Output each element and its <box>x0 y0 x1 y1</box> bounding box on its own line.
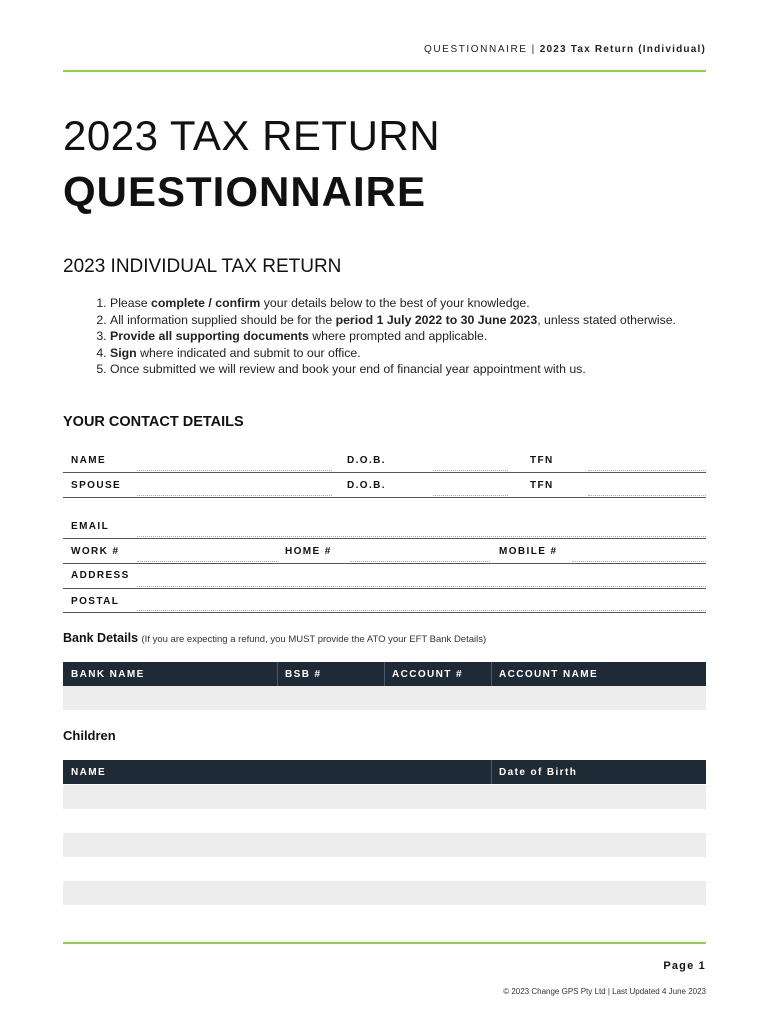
name-label: NAME <box>71 455 107 466</box>
bank-table-header <box>63 662 706 686</box>
bank-col-account-number: ACCOUNT # <box>392 669 463 680</box>
instruction-item <box>110 345 706 362</box>
row-divider <box>63 538 706 539</box>
bank-details-note: (If you are expecting a refund, you MUST provide the ATO your EFT Bank Details) <box>141 634 487 645</box>
spouse-tfn-field[interactable] <box>588 495 706 496</box>
instruction-text: All information supplied should be for the <box>110 312 336 327</box>
spouse-dob-label: D.O.B. <box>347 480 386 491</box>
bank-col-bank-name: BANK NAME <box>71 669 145 680</box>
column-divider <box>491 662 492 686</box>
header-divider <box>63 70 706 72</box>
bank-col-account-name: ACCOUNT NAME <box>499 669 599 680</box>
instruction-emphasis: complete / confirm <box>151 296 261 310</box>
row-divider <box>63 497 706 498</box>
instruction-item <box>110 328 706 345</box>
work-phone-label: WORK # <box>71 546 120 557</box>
page-title-line1: 2023 TAX RETURN <box>63 112 441 159</box>
instruction-emphasis: Sign <box>110 345 137 360</box>
mobile-phone-field[interactable] <box>572 561 706 562</box>
children-table-row[interactable] <box>63 857 706 881</box>
footer-divider <box>63 942 706 944</box>
home-phone-label: HOME # <box>285 546 332 557</box>
spouse-tfn-label: TFN <box>530 480 554 491</box>
instruction-item <box>110 361 706 378</box>
bank-details-heading <box>63 631 486 645</box>
instruction-emphasis: period 1 July 2022 to 30 June 2023 <box>335 312 538 327</box>
column-divider <box>384 662 385 686</box>
bank-col-bsb: BSB # <box>285 669 322 680</box>
children-col-dob: Date of Birth <box>499 767 578 778</box>
children-table-row[interactable] <box>63 833 706 857</box>
children-table-header <box>63 760 706 784</box>
address-field[interactable] <box>137 586 706 587</box>
section-subtitle: 2023 INDIVIDUAL TAX RETURN <box>63 256 342 277</box>
tfn-field[interactable] <box>588 470 706 471</box>
address-label: ADDRESS <box>71 570 130 581</box>
name-field[interactable] <box>137 470 332 471</box>
instruction-text: where prompted and applicable. <box>308 329 488 343</box>
running-header <box>424 44 706 55</box>
children-table-row[interactable] <box>63 881 706 905</box>
home-phone-field[interactable] <box>350 561 490 562</box>
work-phone-field[interactable] <box>137 561 277 562</box>
instruction-text: Please <box>110 296 152 310</box>
instruction-emphasis: Provide all supporting documents <box>110 329 309 343</box>
column-divider <box>491 760 492 784</box>
mobile-phone-label: MOBILE # <box>499 546 558 557</box>
header-doc-title: 2023 Tax Return (Individual) <box>539 44 706 55</box>
email-label: EMAIL <box>71 521 110 532</box>
tfn-label: TFN <box>530 455 554 466</box>
postal-field[interactable] <box>137 610 706 611</box>
spouse-label: SPOUSE <box>71 480 122 491</box>
instruction-item <box>110 295 706 312</box>
row-divider <box>63 472 706 473</box>
children-heading: Children <box>63 728 116 743</box>
row-divider <box>63 588 706 589</box>
children-table-row[interactable] <box>63 785 706 809</box>
bank-table-row[interactable] <box>63 686 706 710</box>
postal-label: POSTAL <box>71 596 120 607</box>
instructions-list <box>63 295 706 378</box>
footer-copyright: © 2023 Change GPS Pty Ltd | Last Updated 4 June 2023 <box>503 987 706 996</box>
instruction-text: your details below to the best of your knowledge. <box>260 296 530 310</box>
instruction-text: where indicated and submit to our office. <box>136 345 361 360</box>
spouse-dob-field[interactable] <box>433 495 508 496</box>
instruction-text: Once submitted we will review and book your end of financial year appointment with us. <box>110 362 586 376</box>
spouse-field[interactable] <box>137 495 332 496</box>
contact-details-heading: YOUR CONTACT DETAILS <box>63 414 244 430</box>
children-col-name: NAME <box>71 767 107 778</box>
dob-label: D.O.B. <box>347 455 386 466</box>
dob-field[interactable] <box>433 470 508 471</box>
instruction-text: , unless stated otherwise. <box>537 312 676 327</box>
bank-details-title: Bank Details <box>63 631 139 645</box>
row-divider <box>63 612 706 613</box>
children-table-row[interactable] <box>63 809 706 833</box>
row-divider <box>63 563 706 564</box>
page-number: Page 1 <box>663 960 706 972</box>
page-title-line2: QUESTIONNAIRE <box>63 168 427 215</box>
header-separator: | <box>531 44 536 55</box>
instruction-item <box>110 312 706 329</box>
column-divider <box>277 662 278 686</box>
header-label: QUESTIONNAIRE <box>423 44 528 55</box>
email-field[interactable] <box>137 536 706 537</box>
